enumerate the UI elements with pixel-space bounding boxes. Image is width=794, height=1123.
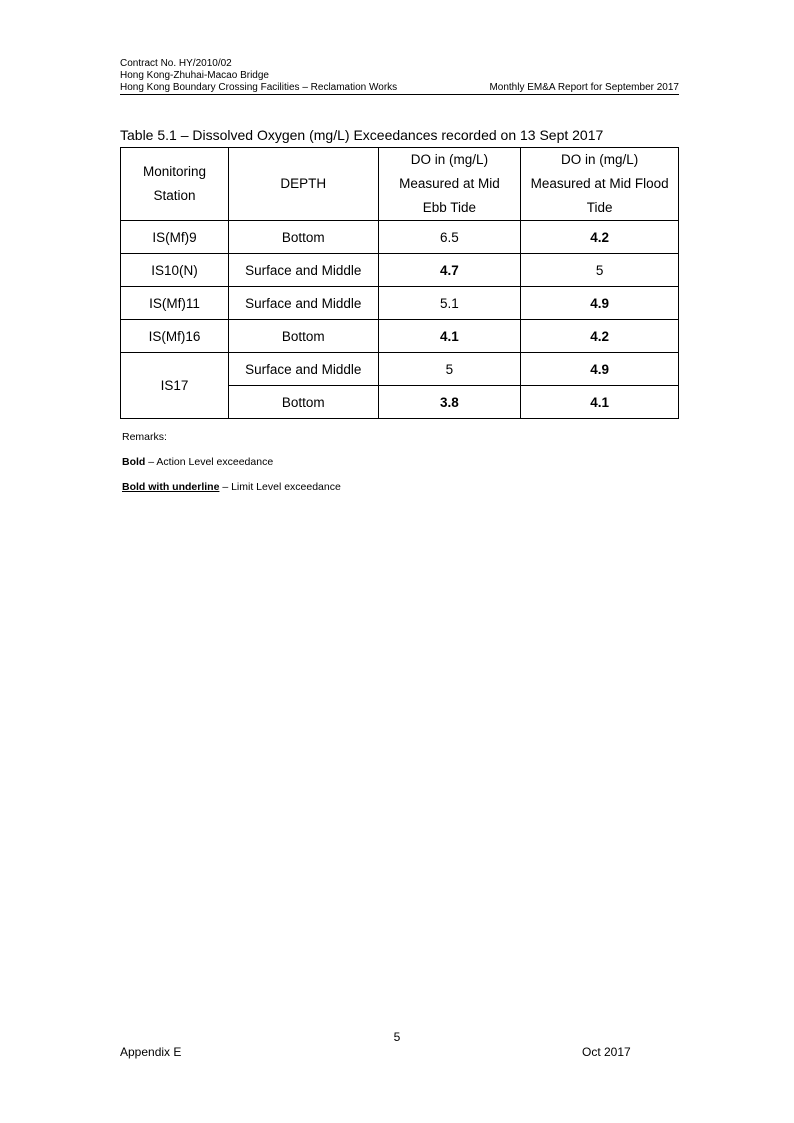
- flood-cell: 4.2: [521, 320, 679, 353]
- station-cell: IS(Mf)16: [121, 320, 229, 353]
- page-number: 5: [393, 1030, 401, 1044]
- ebb-cell: 6.5: [378, 221, 521, 254]
- footer-date: Oct 2017: [582, 1045, 631, 1059]
- do-exceedance-table: [120, 147, 679, 419]
- table-header-row: [121, 148, 679, 221]
- station-cell: IS(Mf)9: [121, 221, 229, 254]
- depth-cell: Bottom: [228, 386, 378, 419]
- ebb-cell: 4.7: [378, 254, 521, 287]
- works-title: Hong Kong Boundary Crossing Facilities – Reclamation Works: [120, 82, 398, 93]
- footer-appendix: Appendix E: [120, 1045, 182, 1059]
- remark-limit: [122, 481, 341, 494]
- flood-cell: 4.2: [521, 221, 679, 254]
- table-row: [121, 320, 679, 353]
- underline-text: – Limit Level exceedance: [219, 481, 341, 493]
- flood-cell: 4.1: [521, 386, 679, 419]
- table-row: [121, 287, 679, 320]
- table-row: [121, 254, 679, 287]
- ebb-cell: 5: [378, 353, 521, 386]
- depth-cell: Surface and Middle: [228, 287, 378, 320]
- table-caption: Table 5.1 – Dissolved Oxygen (mg/L) Exceedances recorded on 13 Sept 2017: [120, 127, 604, 143]
- remarks-title: Remarks:: [122, 431, 167, 443]
- table-row: [121, 353, 679, 386]
- page-header: [120, 58, 679, 94]
- header-ebb: DO in (mg/L) Measured at Mid Ebb Tide: [378, 148, 521, 221]
- ebb-cell: 5.1: [378, 287, 521, 320]
- ebb-cell: 3.8: [378, 386, 521, 419]
- depth-cell: Surface and Middle: [228, 254, 378, 287]
- report-title: Monthly EM&A Report for September 2017: [489, 82, 679, 93]
- station-cell: IS(Mf)11: [121, 287, 229, 320]
- header-row: [120, 82, 679, 94]
- station-cell: IS10(N): [121, 254, 229, 287]
- bold-text: – Action Level exceedance: [145, 456, 274, 468]
- station-cell: IS17: [121, 353, 229, 419]
- remark-action: [122, 456, 341, 469]
- table-row: [121, 221, 679, 254]
- depth-cell: Bottom: [228, 320, 378, 353]
- project-name: Hong Kong-Zhuhai-Macao Bridge: [120, 70, 269, 81]
- header-flood: DO in (mg/L) Measured at Mid Flood Tide: [521, 148, 679, 221]
- header-depth: DEPTH: [228, 148, 378, 221]
- header-divider: [120, 94, 679, 95]
- ebb-cell: 4.1: [378, 320, 521, 353]
- depth-cell: Surface and Middle: [228, 353, 378, 386]
- flood-cell: 4.9: [521, 353, 679, 386]
- header-station: Monitoring Station: [121, 148, 229, 221]
- contract-number: Contract No. HY/2010/02: [120, 58, 232, 69]
- remarks: [122, 431, 341, 506]
- depth-cell: Bottom: [228, 221, 378, 254]
- flood-cell: 5: [521, 254, 679, 287]
- underline-label: Bold with underline: [122, 481, 220, 493]
- flood-cell: 4.9: [521, 287, 679, 320]
- bold-label: Bold: [122, 456, 146, 468]
